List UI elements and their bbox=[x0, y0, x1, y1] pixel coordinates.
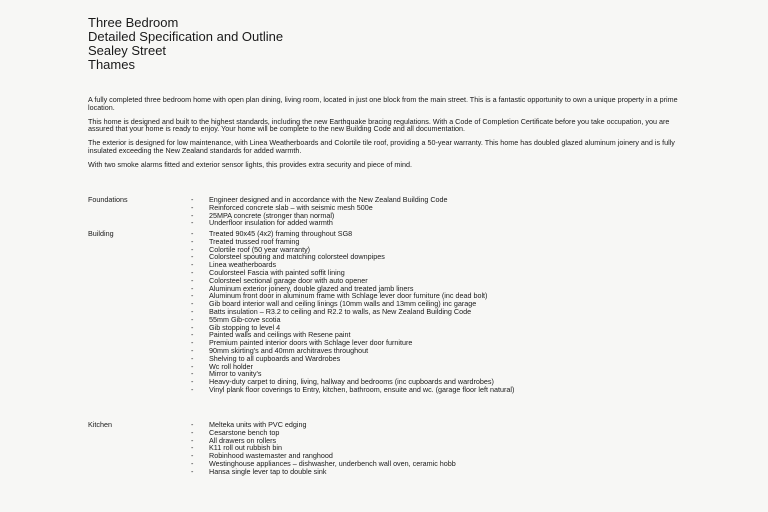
spec-item-text: Melteka units with PVC edging bbox=[209, 420, 307, 429]
bullet-dash: - bbox=[191, 369, 194, 379]
bullet-dash: - bbox=[191, 314, 194, 324]
spec-item-text: Coulorsteel Fascia with painted soffit lining bbox=[209, 267, 345, 277]
spec-item-text: Colortile roof (50 year warranty) bbox=[209, 244, 311, 254]
spec-item-text: Cesarstone bench top bbox=[209, 427, 280, 437]
bullet-dash: - bbox=[191, 330, 194, 340]
bullet-dash: - bbox=[191, 458, 194, 468]
bullet-dash: - bbox=[191, 427, 194, 437]
spec-item-text: Hansa single lever tap to double sink bbox=[209, 466, 327, 476]
spec-item-text: Robinhood wastemaster and ranghood bbox=[209, 451, 333, 461]
bullet-dash: - bbox=[191, 345, 194, 355]
bullet-dash: - bbox=[191, 338, 194, 348]
spec-item-text: Linea weatherboards bbox=[209, 260, 277, 270]
spec-item-text: Aluminum exterior joinery, double glazed and treated jamb liners bbox=[209, 283, 414, 293]
spec-list bbox=[191, 196, 663, 227]
bullet-dash: - bbox=[191, 210, 194, 220]
bullet-dash: - bbox=[191, 466, 194, 476]
bullet-dash: - bbox=[191, 275, 194, 285]
bullet-dash: - bbox=[191, 283, 194, 293]
spec-item-text: 55mm Gib-cove scotia bbox=[209, 314, 281, 324]
paragraph: This home is designed and built to the highest standards, including the new Earthquake bracing regulations. With a Code of Completion Certificate before you take occupation, you are assured that your home is ready to enjoy. Your home will be complete to the new Building Code and all documentation. bbox=[88, 116, 670, 134]
spec-item-text: Wc roll holder bbox=[209, 361, 253, 371]
bullet-dash: - bbox=[191, 384, 194, 394]
bullet-dash: - bbox=[191, 218, 194, 228]
spec-item-text: Aluminum front door in aluminum frame with Schlage lever door furniture (inc dead bolt) bbox=[209, 291, 488, 301]
spec-item-text: Gib board interior wall and ceiling linings (10mm walls and 13mm ceiling) inc garage bbox=[209, 299, 477, 309]
spec-item-text: Reinforced concrete slab – with seismic mesh 500e bbox=[209, 202, 373, 212]
spec-item-text: Painted walls and ceilings with Resene paint bbox=[209, 330, 351, 340]
bullet-dash: - bbox=[191, 252, 194, 262]
paragraph: With two smoke alarms fitted and exterior sensor lights, this provides extra security and piece of mind. bbox=[88, 159, 412, 169]
bullet-dash: - bbox=[191, 260, 194, 270]
spec-item bbox=[191, 219, 663, 227]
spec-list bbox=[191, 230, 663, 394]
spec-item-text: Shelving to all cupboards and Wardrobes bbox=[209, 353, 341, 363]
spec-item-text: K11 roll out rubbish bin bbox=[209, 443, 282, 453]
spec-item-text: All drawers on rollers bbox=[209, 435, 277, 445]
bullet-dash: - bbox=[191, 244, 194, 254]
document-title bbox=[88, 16, 283, 72]
spec-item-text: Westinghouse appliances – dishwasher, underbench wall oven, ceramic hobb bbox=[209, 458, 456, 468]
spec-item-text: 90mm skirting's and 40mm architraves throughout bbox=[209, 345, 369, 355]
title-line-2: Detailed Specification and Outline bbox=[88, 29, 284, 44]
bullet-dash: - bbox=[191, 361, 194, 371]
bullet-dash: - bbox=[191, 353, 194, 363]
bullet-dash: - bbox=[191, 299, 194, 309]
title-line-3: Sealey Street bbox=[88, 43, 167, 58]
bullet-dash: - bbox=[191, 267, 194, 277]
spec-list bbox=[191, 421, 663, 476]
paragraph: A fully completed three bedroom home with open plan dining, living room, located in just one block from the main street. This is a fantastic opportunity to own a unique property in a prime location. bbox=[88, 95, 678, 112]
intro-text bbox=[88, 96, 688, 175]
section-label: Building bbox=[88, 229, 114, 238]
title-line-4: Thames bbox=[88, 57, 135, 72]
spec-item-text: Colorsteel spouting and matching colorsteel downpipes bbox=[209, 252, 385, 262]
spec-item-text: Engineer designed and in accordance with the New Zealand Building Code bbox=[209, 195, 448, 204]
bullet-dash: - bbox=[191, 306, 194, 316]
bullet-dash: - bbox=[191, 229, 194, 238]
bullet-dash: - bbox=[191, 451, 194, 461]
spec-item-text: Colorsteel sectional garage door with auto opener bbox=[209, 275, 368, 285]
spec-item-text: Mirror to vanity's bbox=[209, 369, 262, 379]
section-label: Kitchen bbox=[88, 420, 112, 429]
bullet-dash: - bbox=[191, 435, 194, 445]
spec-item-text: Treated trussed roof framing bbox=[209, 236, 300, 246]
bullet-dash: - bbox=[191, 322, 194, 332]
spec-item-text: Vinyl plank floor coverings to Entry, kitchen, bathroom, ensuite and wc. (garage floor left natural) bbox=[209, 384, 515, 394]
paragraph: The exterior is designed for low maintenance, with Linea Weatherboards and Colortile tile roof, providing a 50-year warranty. This home has doubled glazed aluminum joinery and is fully insulated exceeding the New Zealand standards for added warmth. bbox=[88, 138, 675, 155]
spec-item-text: Treated 90x45 (4x2) framing throughout SG8 bbox=[209, 229, 353, 238]
bullet-dash: - bbox=[191, 443, 194, 453]
bullet-dash: - bbox=[191, 377, 194, 387]
spec-item-text: 25MPA concrete (stronger than normal) bbox=[209, 210, 335, 220]
spec-item bbox=[191, 386, 663, 394]
spec-item bbox=[191, 468, 663, 476]
title-line-1: Three Bedroom bbox=[88, 15, 179, 30]
bullet-dash: - bbox=[191, 420, 194, 429]
bullet-dash: - bbox=[191, 236, 194, 246]
section-label: Foundations bbox=[88, 195, 128, 204]
spec-item-text: Underfloor insulation for added warmth bbox=[209, 218, 333, 228]
spec-item-text: Premium painted interior doors with Schlage lever door furniture bbox=[209, 338, 413, 348]
spec-item bbox=[191, 355, 663, 363]
spec-item-text: Batts insulation – R3.2 to ceiling and R2.2 to walls, as New Zealand Building Code bbox=[209, 306, 472, 316]
bullet-dash: - bbox=[191, 291, 194, 301]
spec-item-text: Gib stopping to level 4 bbox=[209, 322, 281, 332]
spec-item-text: Heavy-duty carpet to dining, living, hallway and bedrooms (inc cupboards and wardrobes) bbox=[209, 377, 494, 387]
bullet-dash: - bbox=[191, 195, 194, 204]
bullet-dash: - bbox=[191, 202, 194, 212]
